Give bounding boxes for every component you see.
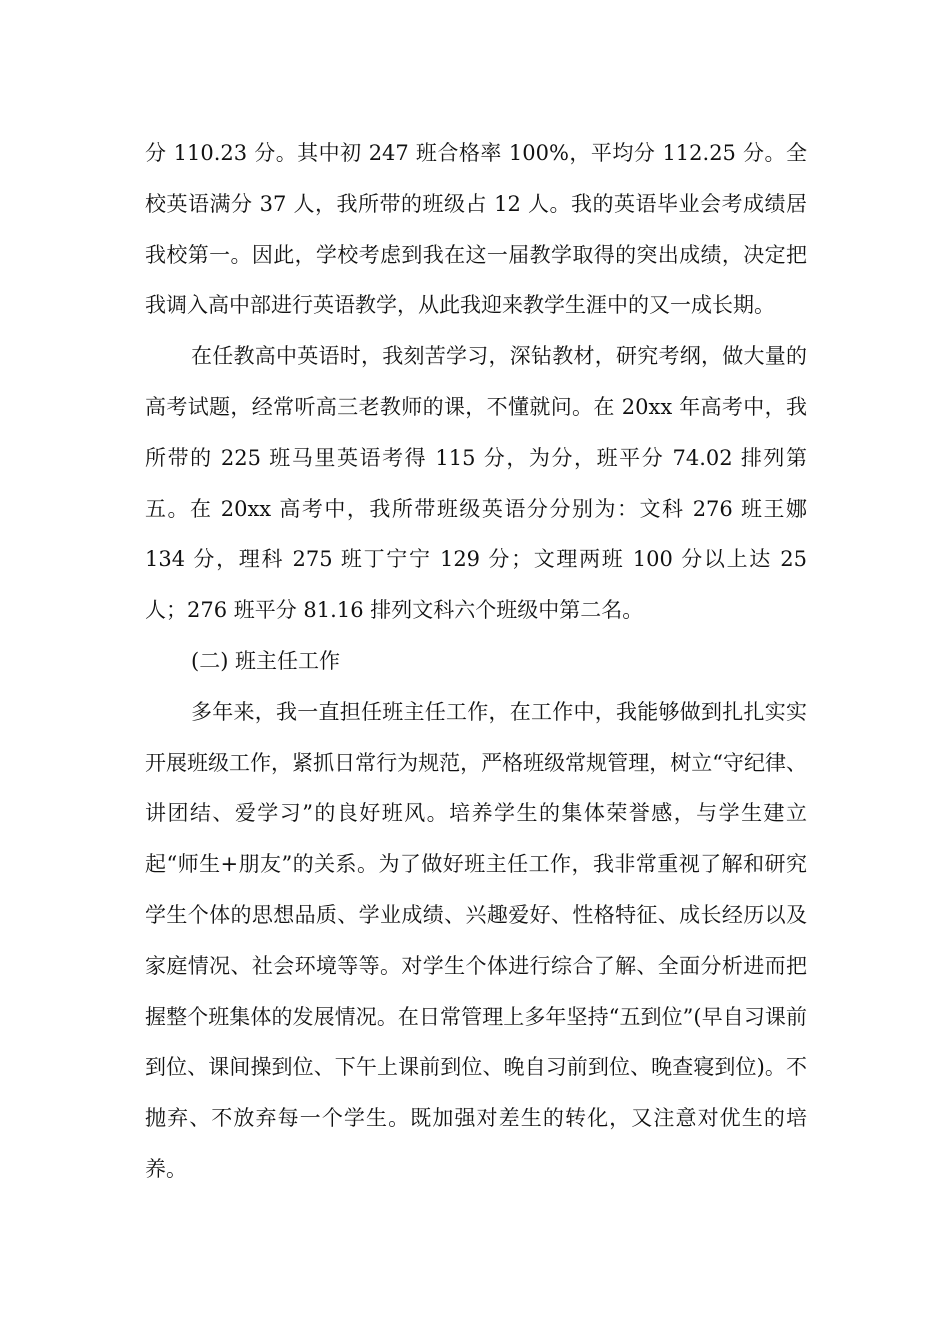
section-heading-class-teacher: (二) 班主任工作 [191,648,341,673]
paragraph-class-teacher-work: 多年来，我一直担任班主任工作，在工作中，我能够做到扎扎实实开展班级工作，紧抓日常行为规范，严格班级常规管理，树立“守纪律、讲团结、爱学习”的良好班风。培养学生的集体荣誉感，与学生建立起“师生+朋友”的关系。为了做好班主任工作，我非常重视了解和研究学生个体的思想品质、学业成绩、兴趣爱好、性格特征、成长经历以及家庭情况、社会环境等等。对学生个体进行综合了解、全面分析进而把握整个班集体的发展情况。在日常管理上多年坚持“五到位”(早自习课前到位、课间操到位、下午上课前到位、晚自习前到位、晚查寝到位)。不抛弃、不放弃每一个学生。既加强对差生的转化，又注意对优生的培养。 [145,699,807,1181]
document-body [145,128,807,1195]
paragraph-continuation: 分 110.23 分。其中初 247 班合格率 100%，平均分 112.25 分。全校英语满分 37 人，我所带的班级占 12 人。我的英语毕业会考成绩居我校第一。因此，学校考虑到我在这一届教学取得的突出成绩，决定把我调入高中部进行英语教学，从此我迎来教学生涯中的又一成长期。 [145,141,807,318]
paragraph-high-school-english: 在任教高中英语时，我刻苦学习，深钻教材，研究考纲，做大量的高考试题，经常听高三老教师的课，不懂就问。在 20xx 年高考中，我所带的 225 班马里英语考得 115 分，为分，班平分 74.02 排列第五。在 20xx 高考中，我所带班级英语分分别为：文科 276 班王娜 134 分，理科 275 班丁宁宁 129 分；文理两班 100 分以上达 25 人；276 班平分 81.16 排列文科六个班级中第二名。 [145,344,807,623]
